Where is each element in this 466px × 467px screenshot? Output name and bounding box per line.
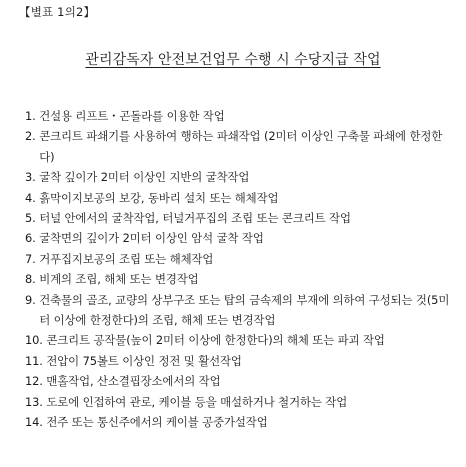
document-title: 관리감독자 안전보건업무 수행 시 수당지급 작업 (85, 52, 381, 68)
item-number: 6. (25, 231, 36, 246)
work-item-9 (25, 290, 455, 331)
work-item-2 (25, 126, 455, 167)
item-text: 콘크리트 공작물(높이 2미터 이상에 한정한다)의 해체 또는 파괴 작업 (46, 333, 385, 348)
work-item-3 (25, 167, 455, 187)
item-text: 건축물의 골조, 교량의 상부구조 또는 탑의 금속제의 부재에 의하여 구성되는 것(5미터 이상에 한정한다)의 조립, 해체 또는 변경작업 (39, 292, 450, 328)
item-number: 9. (25, 292, 36, 307)
work-item-11 (25, 351, 455, 371)
item-text: 전주 또는 통신주에서의 케이블 공중가설작업 (46, 415, 268, 430)
item-number: 3. (25, 170, 36, 185)
item-number: 2. (25, 129, 36, 144)
item-number: 13. (25, 394, 43, 409)
item-number: 10. (25, 333, 43, 348)
item-number: 7. (25, 251, 36, 266)
work-item-4 (25, 188, 455, 208)
work-item-5 (25, 208, 455, 228)
item-text: 비계의 조립, 해체 또는 변경작업 (39, 272, 199, 287)
item-number: 4. (25, 190, 36, 205)
item-number: 1. (25, 109, 36, 123)
work-item-12 (25, 371, 455, 391)
work-item-7 (25, 249, 455, 269)
item-text: 콘크리트 파쇄기를 사용하여 행하는 파쇄작업 (2미터 이상인 구축물 파쇄에 한정한다) (39, 129, 443, 164)
item-text: 굴착면의 깊이가 2미터 이상인 암석 굴착 작업 (39, 231, 264, 246)
item-text: 도로에 인접하여 관로, 케이블 등을 매설하거나 철거하는 작업 (46, 394, 348, 409)
item-text: 맨홀작업, 산소결핍장소에서의 작업 (46, 374, 221, 389)
item-text: 전압이 75볼트 이상인 정전 및 활선작업 (46, 353, 242, 368)
work-item-10 (25, 330, 455, 350)
item-number: 8. (25, 272, 36, 287)
item-number: 14. (25, 415, 43, 430)
work-item-6 (25, 228, 455, 248)
item-number: 11. (25, 353, 43, 368)
item-text: 건설용 리프트・곤돌라를 이용한 작업 (39, 109, 225, 123)
work-list (25, 106, 455, 433)
item-text: 거푸집지보공의 조립 또는 해체작업 (39, 251, 214, 266)
work-item-14 (25, 412, 455, 432)
item-text: 흙막이지보공의 보강, 동바리 설치 또는 해체작업 (39, 190, 279, 205)
item-text: 굴착 깊이가 2미터 이상인 지반의 굴착작업 (39, 170, 250, 185)
work-item-1 (25, 106, 455, 126)
work-item-8 (25, 269, 455, 289)
item-number: 12. (25, 374, 43, 389)
item-number: 5. (25, 211, 36, 226)
work-item-13 (25, 392, 455, 412)
item-text: 터널 안에서의 굴착작업, 터널거푸집의 조립 또는 콘크리트 작업 (39, 211, 351, 226)
annex-label: 【별표 1의2】 (19, 5, 96, 19)
